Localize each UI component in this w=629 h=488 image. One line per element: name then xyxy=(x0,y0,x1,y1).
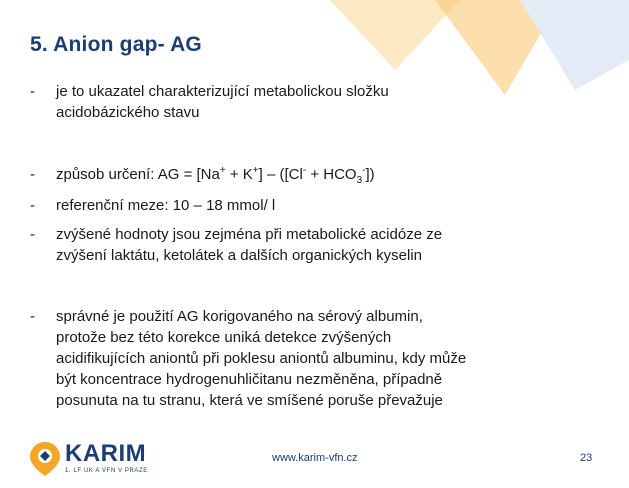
formula-part: ]) xyxy=(365,166,375,183)
footer-url: www.karim-vfn.cz xyxy=(272,452,358,464)
logo-pin-icon xyxy=(28,440,62,478)
bullet-line: referenční meze: 10 – 18 mmol/ l xyxy=(56,197,276,214)
bullet-line: zvýšení laktátu, ketolátek a dalších organických kyselin xyxy=(56,247,423,264)
logo-text: KARIM xyxy=(65,440,147,467)
bullet-line: protože bez této korekce uniká detekce zvýšených xyxy=(56,329,392,346)
formula-sup: - xyxy=(302,165,307,176)
formula-part: způsob určení: AG = [Na xyxy=(56,166,220,183)
slide-title: 5. Anion gap- AG xyxy=(30,33,202,56)
bullet-line: být koncentrace hydrogenuhličitanu nezměněna, případně xyxy=(56,371,443,388)
decor-blue-shape xyxy=(520,0,629,90)
formula-sub: 3 xyxy=(356,175,363,186)
formula-part: + HCO xyxy=(306,166,357,183)
karim-logo xyxy=(28,440,168,480)
bullet-dash: - xyxy=(30,226,35,243)
formula-sup: - xyxy=(362,165,366,176)
bullet-line: acidobázického stavu xyxy=(56,104,200,121)
decor-light-orange-shape xyxy=(330,0,460,70)
bullet-line: zvýšené hodnoty jsou zejména při metabolické acidóze ze xyxy=(56,226,443,243)
bullet-line: acidifikujících aniontů při poklesu aniontů albuminu, kdy může xyxy=(56,350,467,367)
page-number: 23 xyxy=(580,452,593,464)
logo-subtext: 1. LF UK A VFN V PRAZE xyxy=(65,468,148,474)
bullet-dash: - xyxy=(30,197,35,214)
anion-gap-formula xyxy=(56,165,606,185)
bullet-dash: - xyxy=(30,83,35,100)
bullet-dash: - xyxy=(30,308,35,325)
bullet-dash: - xyxy=(30,166,35,183)
formula-part: + K xyxy=(225,166,253,183)
formula-sup: + xyxy=(252,165,259,176)
bullet-line: je to ukazatel charakterizující metabolickou složku xyxy=(56,83,389,100)
formula-part: ] – ([Cl xyxy=(258,166,303,183)
formula-sup: + xyxy=(219,165,226,176)
bullet-line: posunuta na tu stranu, která ve smíšené poruše převažuje xyxy=(56,392,443,409)
bullet-line: správné je použití AG korigovaného na sérový albumin, xyxy=(56,308,423,325)
